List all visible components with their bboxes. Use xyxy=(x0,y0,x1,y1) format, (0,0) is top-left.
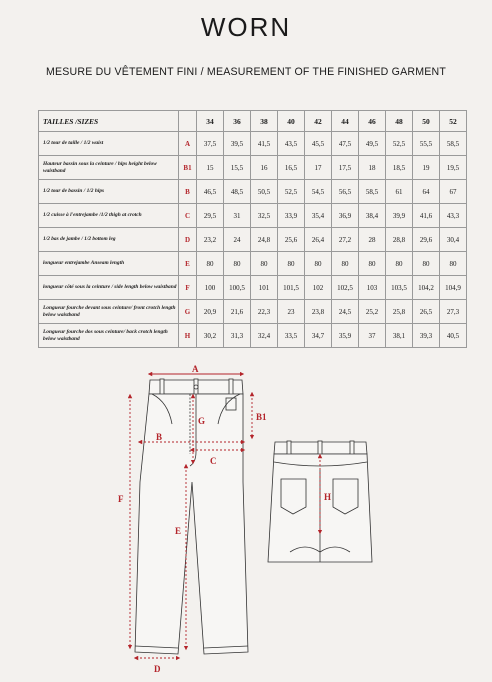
measurement-value: 29,6 xyxy=(413,228,440,252)
label-C: C xyxy=(210,456,217,466)
size-header: 48 xyxy=(386,111,413,132)
measurement-value: 26,4 xyxy=(305,228,332,252)
measurement-value: 18,5 xyxy=(386,156,413,180)
measurement-value: 31 xyxy=(224,204,251,228)
table-row xyxy=(39,228,467,252)
table-row xyxy=(39,252,467,276)
measurement-value: 15,5 xyxy=(224,156,251,180)
label-B: B xyxy=(156,432,163,442)
measurement-value: 16 xyxy=(251,156,278,180)
size-header: 34 xyxy=(197,111,224,132)
measurement-value: 80 xyxy=(305,252,332,276)
measurement-value: 23,2 xyxy=(197,228,224,252)
measurement-value: 37 xyxy=(359,324,386,348)
measurement-value: 49,5 xyxy=(359,132,386,156)
measurement-label: 1/2 tour de bassin / 1/2 hips xyxy=(39,180,179,204)
label-B1: B1 xyxy=(256,412,267,422)
measurement-value: 100,5 xyxy=(224,276,251,300)
measurement-value: 35,9 xyxy=(332,324,359,348)
measurement-value: 54,5 xyxy=(305,180,332,204)
measurement-label: 1/2 tour de taille / 1/2 waist xyxy=(39,132,179,156)
table-row xyxy=(39,204,467,228)
size-header: 52 xyxy=(440,111,467,132)
measurement-value: 56,5 xyxy=(332,180,359,204)
label-F: F xyxy=(118,494,124,504)
table-row xyxy=(39,156,467,180)
measurement-value: 30,4 xyxy=(440,228,467,252)
measurement-value: 80 xyxy=(413,252,440,276)
measurement-code: G xyxy=(179,300,197,324)
measurement-value: 41,5 xyxy=(251,132,278,156)
measurement-value: 37,5 xyxy=(197,132,224,156)
measurement-value: 101,5 xyxy=(278,276,305,300)
measurement-value: 80 xyxy=(359,252,386,276)
measurement-code: D xyxy=(179,228,197,252)
measurement-code: F xyxy=(179,276,197,300)
measurement-value: 25,2 xyxy=(359,300,386,324)
measurement-value: 16,5 xyxy=(278,156,305,180)
size-header: 38 xyxy=(251,111,278,132)
page-subtitle: MESURE DU VÊTEMENT FINI / MEASUREMENT OF THE FINISHED GARMENT xyxy=(45,66,447,78)
garment-diagram xyxy=(0,362,492,682)
measurement-value: 33,5 xyxy=(278,324,305,348)
measurement-value: 27,2 xyxy=(332,228,359,252)
measurement-value: 80 xyxy=(440,252,467,276)
measurement-value: 101 xyxy=(251,276,278,300)
measurement-value: 26,5 xyxy=(413,300,440,324)
measurement-value: 24,8 xyxy=(251,228,278,252)
measurement-code: A xyxy=(179,132,197,156)
measurement-value: 38,1 xyxy=(386,324,413,348)
measurement-value: 80 xyxy=(251,252,278,276)
measurement-value: 80 xyxy=(197,252,224,276)
size-header: 50 xyxy=(413,111,440,132)
measurement-value: 47,5 xyxy=(332,132,359,156)
measurement-value: 21,6 xyxy=(224,300,251,324)
measurement-value: 102 xyxy=(305,276,332,300)
measurement-value: 38,4 xyxy=(359,204,386,228)
measurement-value: 39,9 xyxy=(386,204,413,228)
measurement-label: 1/2 cuisse à l'entrejambe /1/2 thigh at crotch xyxy=(39,204,179,228)
label-A: A xyxy=(192,364,199,374)
measurement-value: 40,5 xyxy=(440,324,467,348)
measurement-value: 25,8 xyxy=(386,300,413,324)
measurement-value: 61 xyxy=(386,180,413,204)
size-header: 40 xyxy=(278,111,305,132)
measurement-value: 23 xyxy=(278,300,305,324)
measurement-value: 67 xyxy=(440,180,467,204)
measurement-code: B xyxy=(179,180,197,204)
measurement-value: 17,5 xyxy=(332,156,359,180)
measurement-value: 19,5 xyxy=(440,156,467,180)
measurement-value: 15 xyxy=(197,156,224,180)
measurement-value: 31,3 xyxy=(224,324,251,348)
measurement-code: H xyxy=(179,324,197,348)
front-jeans-drawing xyxy=(135,379,248,654)
table-row xyxy=(39,276,467,300)
size-header: 44 xyxy=(332,111,359,132)
measurement-value: 30,2 xyxy=(197,324,224,348)
measurement-value: 46,5 xyxy=(197,180,224,204)
measurement-value: 103,5 xyxy=(386,276,413,300)
size-header: 42 xyxy=(305,111,332,132)
table-row xyxy=(39,180,467,204)
measurement-value: 39,5 xyxy=(224,132,251,156)
measurement-value: 29,5 xyxy=(197,204,224,228)
measurement-label: 1/2 bas de jambe / 1/2 bottom leg xyxy=(39,228,179,252)
measurement-value: 80 xyxy=(386,252,413,276)
table-row xyxy=(39,132,467,156)
measurement-value: 104,9 xyxy=(440,276,467,300)
measurement-value: 103 xyxy=(359,276,386,300)
measurement-value: 32,4 xyxy=(251,324,278,348)
measurement-value: 52,5 xyxy=(278,180,305,204)
measurement-value: 52,5 xyxy=(386,132,413,156)
table-row xyxy=(39,300,467,324)
measurement-code: B1 xyxy=(179,156,197,180)
table-header-row xyxy=(39,111,467,132)
measurement-value: 27,3 xyxy=(440,300,467,324)
measurement-value: 18 xyxy=(359,156,386,180)
measurement-value: 41,6 xyxy=(413,204,440,228)
measurement-value: 104,2 xyxy=(413,276,440,300)
label-H: H xyxy=(324,492,332,502)
measurement-value: 35,4 xyxy=(305,204,332,228)
measurement-code: E xyxy=(179,252,197,276)
measurement-value: 58,5 xyxy=(359,180,386,204)
measurement-label: Longueur fourche dos sous ceinture/ back crotch length below waistband xyxy=(39,324,179,348)
measurement-value: 25,6 xyxy=(278,228,305,252)
code-header xyxy=(179,111,197,132)
measurement-value: 28,8 xyxy=(386,228,413,252)
brand-logo: WORN xyxy=(200,12,292,42)
measurement-value: 45,5 xyxy=(305,132,332,156)
size-chart-table xyxy=(38,110,467,348)
measurement-value: 102,5 xyxy=(332,276,359,300)
measurement-value: 55,5 xyxy=(413,132,440,156)
measurement-value: 33,9 xyxy=(278,204,305,228)
measurement-value: 100 xyxy=(197,276,224,300)
measurement-value: 34,7 xyxy=(305,324,332,348)
measurement-code: C xyxy=(179,204,197,228)
measurement-value: 39,3 xyxy=(413,324,440,348)
size-header: 46 xyxy=(359,111,386,132)
measurement-value: 32,5 xyxy=(251,204,278,228)
size-header: 36 xyxy=(224,111,251,132)
measurement-value: 50,5 xyxy=(251,180,278,204)
measurement-value: 64 xyxy=(413,180,440,204)
measurement-value: 19 xyxy=(413,156,440,180)
label-G: G xyxy=(198,416,206,426)
measurement-value: 48,5 xyxy=(224,180,251,204)
measurement-value: 24 xyxy=(224,228,251,252)
measurement-value: 80 xyxy=(332,252,359,276)
measurement-label: longueur côté sous la ceinture / side length below waistband xyxy=(39,276,179,300)
measurement-value: 17 xyxy=(305,156,332,180)
label-D: D xyxy=(154,664,161,674)
sizes-header-label: TAILLES /SIZES xyxy=(39,111,179,132)
measurement-value: 24,5 xyxy=(332,300,359,324)
measurement-value: 28 xyxy=(359,228,386,252)
table-row xyxy=(39,324,467,348)
measurement-value: 36,9 xyxy=(332,204,359,228)
measurement-value: 58,5 xyxy=(440,132,467,156)
measurement-value: 80 xyxy=(224,252,251,276)
measurement-value: 20,9 xyxy=(197,300,224,324)
measurement-label: Longueur fourche devant sous ceinture/ front crotch length below waistband xyxy=(39,300,179,324)
measurement-value: 80 xyxy=(278,252,305,276)
measurement-label: Hauteur bassin sous la ceinture / hips height below waistband xyxy=(39,156,179,180)
label-E: E xyxy=(175,526,182,536)
measurement-value: 43,5 xyxy=(278,132,305,156)
measurement-label: longueur entrejambe Anseam length xyxy=(39,252,179,276)
measurement-value: 22,3 xyxy=(251,300,278,324)
measurement-value: 23,8 xyxy=(305,300,332,324)
measurement-value: 43,3 xyxy=(440,204,467,228)
